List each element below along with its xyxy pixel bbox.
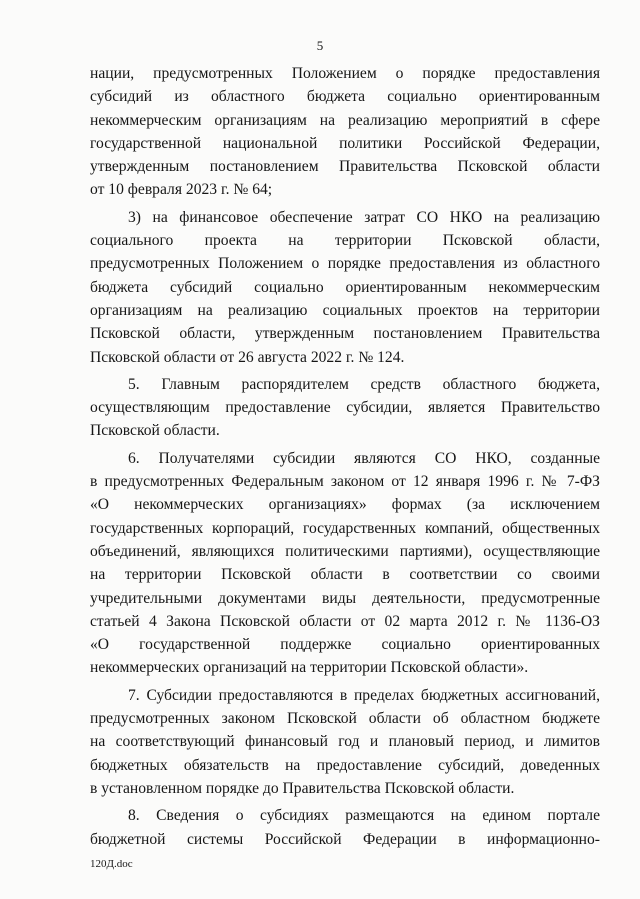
text-line: организациям на реализацию социальных проектов на территории — [90, 301, 600, 319]
paragraph-continuation — [90, 62, 600, 202]
page-number: 5 — [316, 38, 324, 53]
file-name-footer: 120Д.doc — [90, 858, 133, 870]
paragraph-item-5 — [90, 373, 600, 443]
text-line: «О государственной поддержке социально ориентированных — [90, 636, 600, 654]
paragraph-item-8 — [90, 804, 600, 851]
text-line: Псковской области, утвержденным постановлением Правительства — [90, 325, 600, 343]
text-line: 3) на финансовое обеспечение затрат СО НКО на реализацию — [128, 208, 600, 226]
text-line: в предусмотренных Федеральным законом от 12 января 1996 г. № 7-ФЗ — [90, 473, 600, 491]
text-line: государственных корпораций, государственных компаний, общественных — [90, 519, 600, 537]
text-line: 7. Субсидии предоставляются в пределах бюджетных ассигнований, — [128, 686, 600, 704]
text-line: бюджета субсидий социально ориентированным некоммерческим — [90, 278, 600, 296]
text-line: 5. Главным распорядителем средств областного бюджета, — [128, 375, 600, 393]
text-line: осуществляющим предоставление субсидии, является Правительство — [90, 399, 600, 417]
text-line: в установленном порядке до Правительства Псковской области. — [90, 779, 515, 797]
text-line: статьей 4 Закона Псковской области от 02 марта 2012 г. № 1136-ОЗ — [90, 612, 600, 630]
text-line: субсидий из областного бюджета социально ориентированным — [90, 88, 600, 106]
text-line: некоммерческим организациям на реализацию мероприятий в сфере — [90, 111, 600, 129]
text-line: предусмотренных законом Псковской области об областном бюджете — [90, 710, 600, 728]
paragraph-item-3 — [90, 206, 600, 369]
text-line: «О некоммерческих организациях» формах (за исключением — [90, 496, 600, 514]
text-line: на территории Псковской области в соответствии со своими — [90, 566, 600, 584]
document-body — [90, 62, 600, 851]
text-line: объединений, являющихся политическими партиями), осуществляющие — [90, 542, 600, 560]
text-line: на соответствующий финансовый год и плановый период, и лимитов — [90, 733, 600, 751]
text-line: учредительными документами виды деятельности, предусмотренные — [90, 589, 600, 607]
text-line: государственной национальной политики Российской Федерации, — [90, 134, 600, 152]
text-line: Псковской области. — [90, 422, 220, 440]
text-line: от 10 февраля 2023 г. № 64; — [90, 181, 273, 199]
text-line: нации, предусмотренных Положением о порядке предоставления — [90, 65, 600, 82]
paragraph-item-7 — [90, 684, 600, 800]
text-line: предусмотренных Положением о порядке предоставления из областного — [90, 255, 600, 273]
text-line: 8. Сведения о субсидиях размещаются на едином портале — [128, 807, 600, 825]
text-line: утвержденным постановлением Правительства Псковской области — [90, 158, 600, 176]
text-line: Псковской области от 26 августа 2022 г. № 124. — [90, 348, 405, 366]
paragraph-item-6 — [90, 447, 600, 680]
text-line: 6. Получателями субсидии являются СО НКО, созданные — [128, 449, 600, 467]
text-line: бюджетных обязательств на предоставление субсидий, доведенных — [90, 756, 600, 774]
text-line: социального проекта на территории Псковской области, — [90, 232, 600, 250]
text-line: некоммерческих организаций на территории Псковской области». — [90, 659, 529, 677]
text-line: бюджетной системы Российской Федерации в информационно- — [90, 830, 600, 848]
